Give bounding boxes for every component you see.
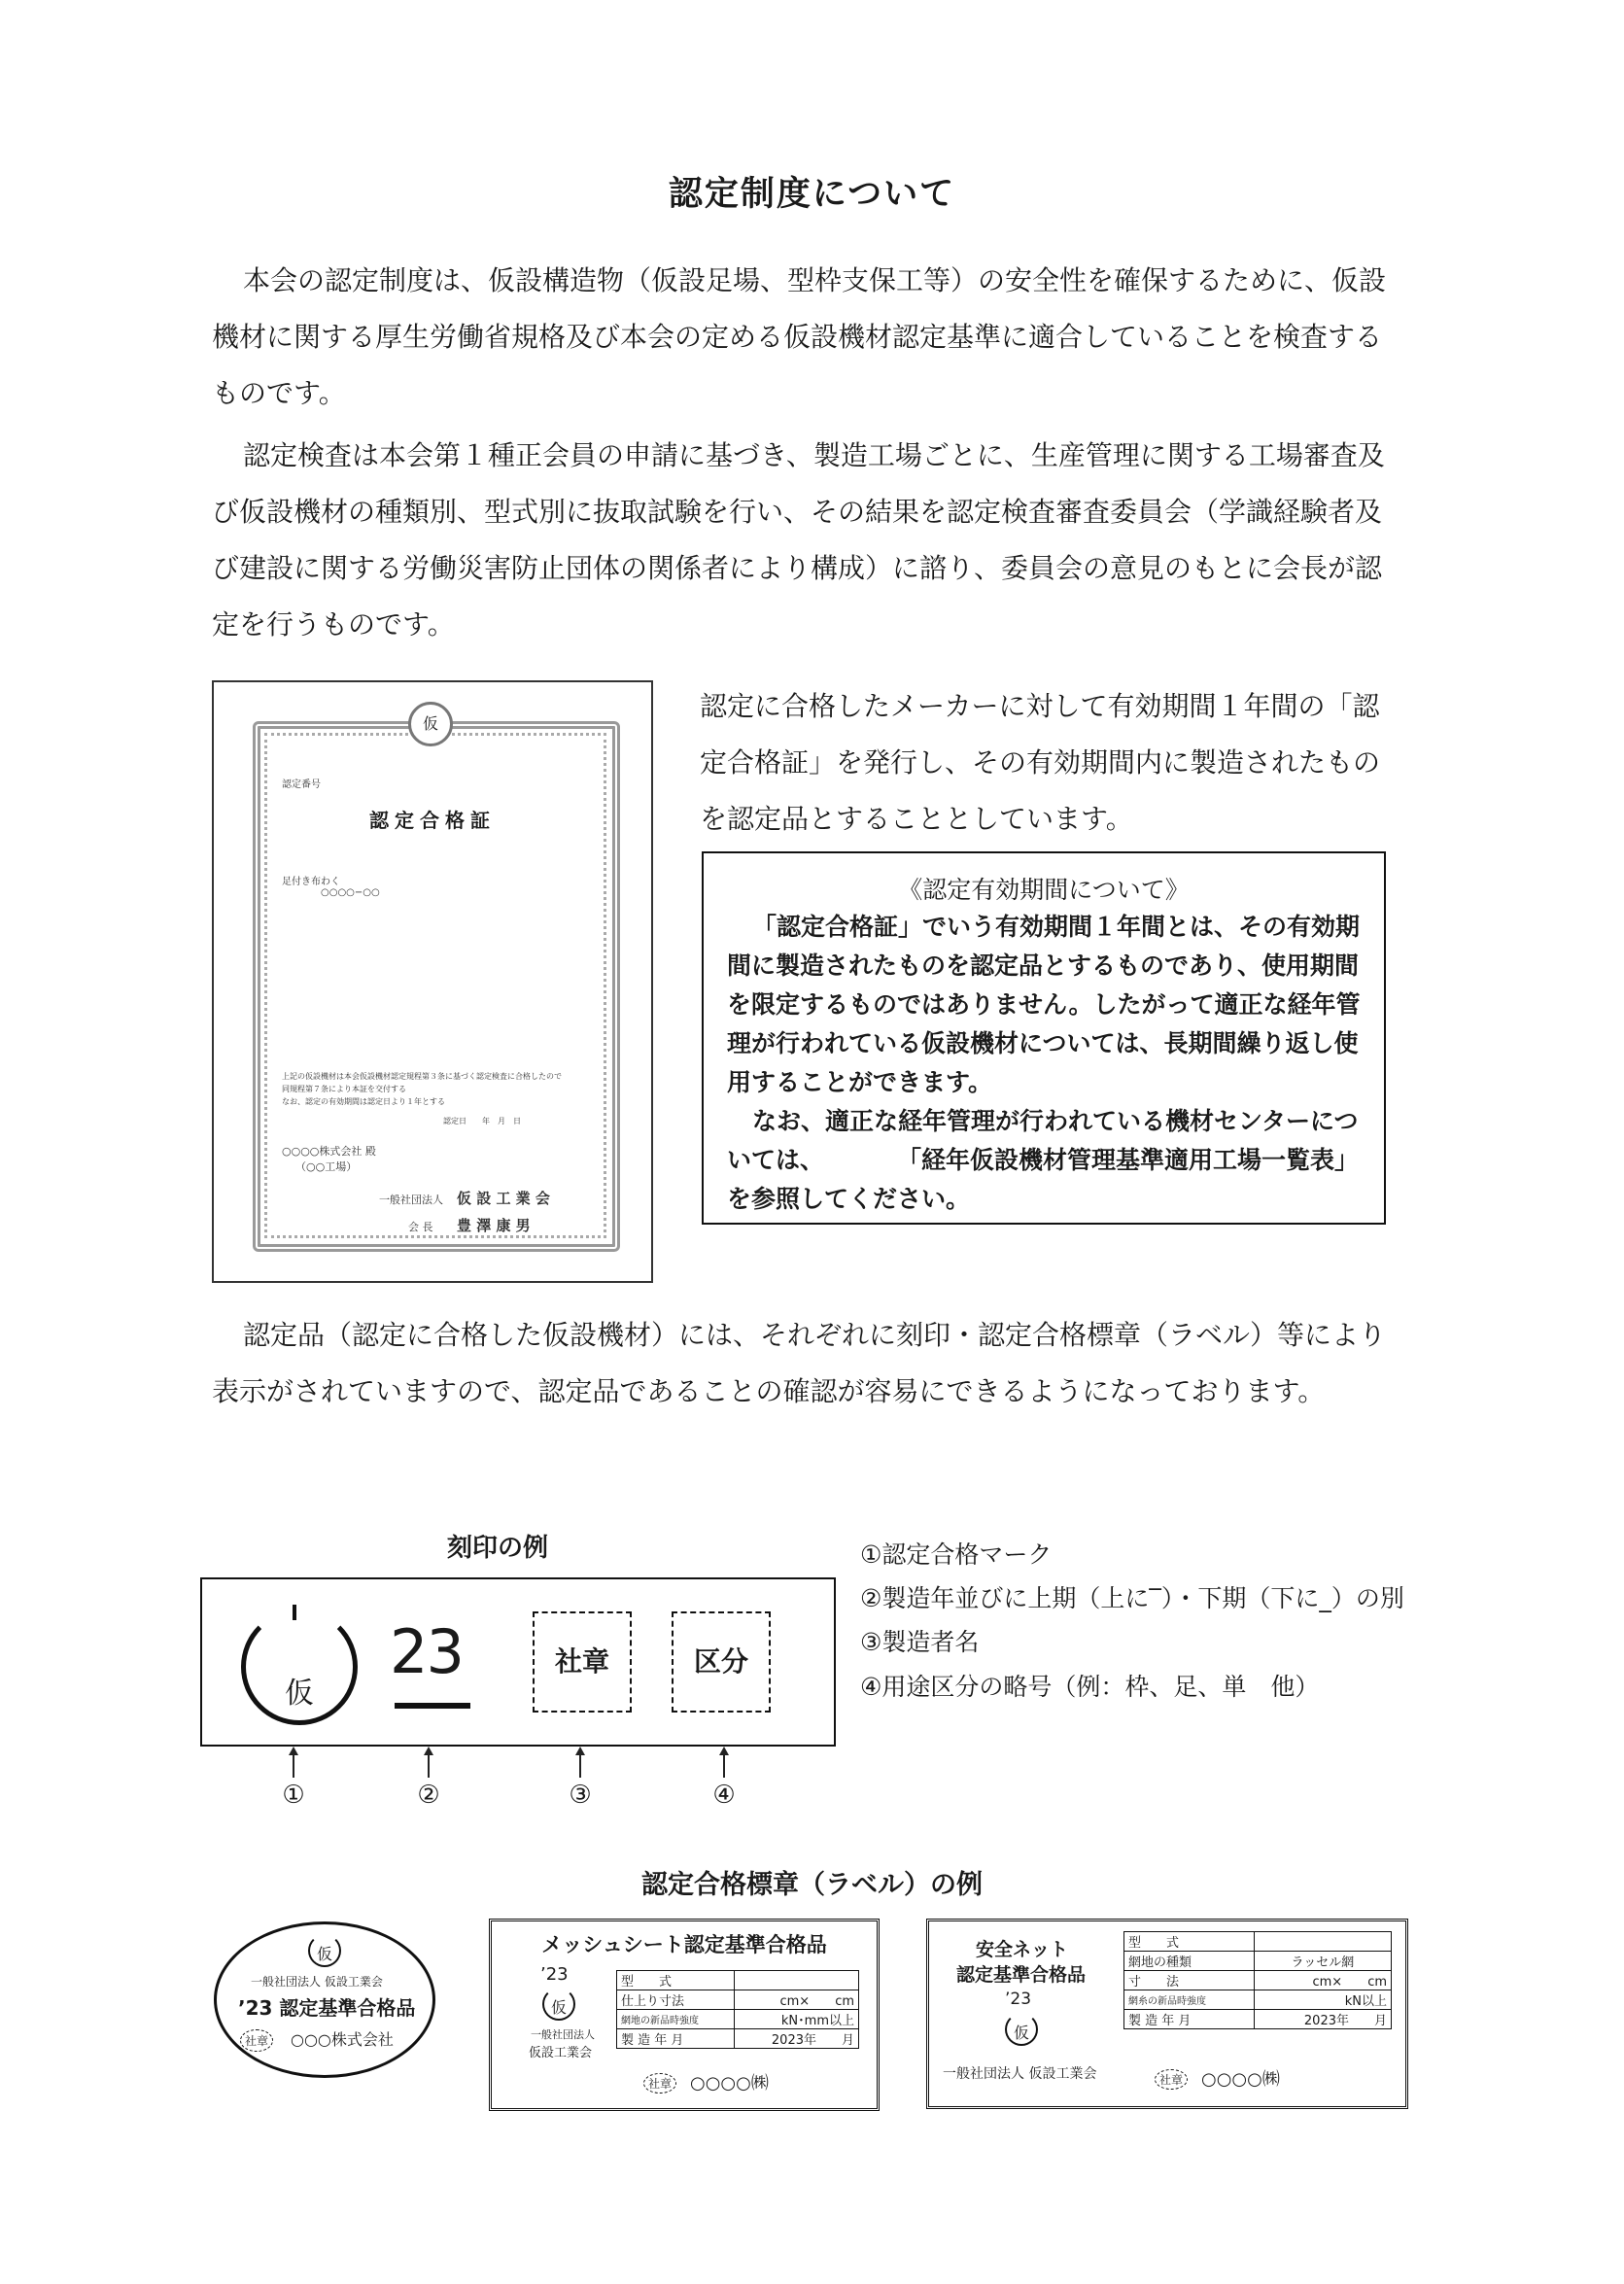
certificate-number-label: 認定番号 <box>282 779 321 790</box>
net-label-year: ’23 <box>1005 1990 1032 2009</box>
arrow-shaft <box>723 1752 725 1778</box>
stamping-use-class: 区分 <box>672 1611 771 1713</box>
validity-box-text: なお、適正な経年管理が行われている機材センターについては、 「経年仮設機材管理基準適用工場一覧表」を参照してください。 <box>727 1107 1360 1213</box>
mesh-row-key: 製 造 年 月 <box>617 2029 735 2049</box>
callout-number: ④ <box>712 1781 736 1810</box>
certificate-body: 上記の仮設機材は本会仮設機材認定規程第３条に基づく認定検査に合格したので <box>282 1072 562 1081</box>
legend-item: ③製造者名 <box>860 1628 980 1656</box>
certificate-company: ○○○○株式会社 殿 <box>282 1145 376 1158</box>
mesh-row-value: cm× cm <box>735 1990 859 2010</box>
page-title: 認定制度について <box>668 175 956 214</box>
net-row-value <box>1254 1932 1391 1952</box>
mesh-label-org: 仮設工業会 <box>529 2046 593 2060</box>
label-paragraph: 認定品（認定に合格した仮設機材）には、それぞれに刻印・認定合格標章（ラベル）等により表示がされていますので、認定品であることの確認が容易にできるようになっております。 <box>212 1319 1387 1407</box>
certification-mark-icon: 仮 <box>1005 2013 1038 2046</box>
certificate-image <box>212 680 653 1283</box>
callout-number: ③ <box>569 1781 592 1810</box>
net-label-company: ○○○○㈱ <box>1201 2069 1280 2090</box>
oval-label-company: ○○○株式会社 <box>291 2030 394 2049</box>
certification-mark-icon: 仮 <box>542 1988 575 2021</box>
oval-label-org: 一般社団法人 仮設工業会 <box>251 1975 383 1989</box>
intro-paragraph: 本会の認定制度は、仮設構造物（仮設足場、型枠支保工等）の安全性を確保するために、仮設機材に関する厚生労働省規格及び本会の定める仮設機材認定基準に適合していることを検査するものです。 <box>212 264 1387 409</box>
net-row-key: 製 造 年 月 <box>1124 2010 1255 2029</box>
mesh-sheet-label <box>489 1919 880 2111</box>
net-row-key: 寸 法 <box>1124 1971 1255 1990</box>
stamping-maker: 社章 <box>533 1611 632 1713</box>
certificate-item-code: ○○○○−○○ <box>321 887 380 898</box>
certification-mark-tick <box>293 1605 296 1620</box>
validity-box-title: 《認定有効期間について》 <box>898 876 1190 904</box>
net-label-title: 認定基準合格品 <box>956 1964 1087 1986</box>
mesh-label-title: メッシュシート認定基準合格品 <box>541 1933 827 1956</box>
net-row-key: 型 式 <box>1124 1932 1255 1952</box>
net-row-key: 網糸の新品時強度 <box>1124 1990 1255 2010</box>
net-row-value: ラッセル網 <box>1254 1952 1391 1971</box>
mesh-row-value <box>735 1971 859 1990</box>
validity-box-body <box>727 908 1368 1219</box>
certificate-issuer-org: 一般社団法人 <box>379 1194 443 1206</box>
oval-label-main: ’23 認定基準合格品 <box>238 1996 416 2020</box>
label-heading: 認定合格標章（ラベル）の例 <box>641 1870 983 1900</box>
certificate-president: 豊 澤 康 男 <box>457 1217 531 1234</box>
mesh-label-company: ○○○○㈱ <box>690 2073 769 2094</box>
mesh-row-key: 型 式 <box>617 1971 735 1990</box>
mesh-row-key: 仕上り寸法 <box>617 1990 735 2010</box>
certificate-crest: 仮 <box>408 702 453 746</box>
net-label-seal: 社章 <box>1155 2069 1188 2090</box>
mesh-label-table <box>616 1970 859 2049</box>
net-label-table <box>1123 1931 1392 2029</box>
stamping-year-bar <box>395 1703 470 1709</box>
certificate-date: 認定日 年 月 日 <box>443 1117 521 1125</box>
inspection-paragraph: 認定検査は本会第１種正会員の申請に基づき、製造工場ごとに、生産管理に関する工場審査及び仮設機材の種類別、型式別に抜取試験を行い、その結果を認定検査審査委員会（学識経験者及び建設に関する労働災害防止団体の関係者により構成）に諮り、委員会の意見のもとに会長が認定を行うものです。 <box>212 439 1385 640</box>
arrow-shaft <box>579 1752 581 1778</box>
net-row-key: 網地の種類 <box>1124 1952 1255 1971</box>
mesh-row-value: kN･mm以上 <box>735 2010 859 2029</box>
certification-mark-char: 仮 <box>285 1677 314 1711</box>
net-label-title: 安全ネット <box>976 1939 1069 1960</box>
validity-box-text: 「認定合格証」でいう有効期間１年間とは、その有効期間に製造されたものを認定品とするものであり、使用期間を限定するものではありません。したがって適正な経年管理が行われている仮設機材については、長期間繰り返し使用することができます。 <box>727 913 1361 1096</box>
oval-label-seal: 社章 <box>240 2029 273 2052</box>
arrow-shaft <box>428 1752 430 1778</box>
oval-label <box>214 1921 435 2078</box>
safety-net-label <box>926 1919 1408 2109</box>
certificate-body: 同規程第７条により本証を交付する <box>282 1085 406 1093</box>
certificate-president-label: 会 長 <box>408 1221 433 1233</box>
validity-box <box>702 851 1386 1225</box>
certificate-paragraph: 認定に合格したメーカーに対して有効期間１年間の「認定合格証」を発行し、その有効期間内に製造されたものを認定品とすることとしています。 <box>700 690 1381 835</box>
callout-number: ② <box>417 1781 440 1810</box>
certification-mark-icon: 仮 <box>308 1934 341 1967</box>
net-row-value: 2023年 月 <box>1254 2010 1391 2029</box>
stamping-example <box>200 1577 836 1747</box>
mesh-row-value: 2023年 月 <box>735 2029 859 2049</box>
legend-item: ①認定合格マーク <box>860 1540 1053 1569</box>
net-label-org: 一般社団法人 仮設工業会 <box>943 2066 1097 2082</box>
stamping-heading: 刻印の例 <box>447 1534 549 1563</box>
legend-item: ②製造年並びに上期（上に‾）・下期（下に_）の別 <box>860 1584 1404 1612</box>
certificate-item: 足付き布わく <box>282 877 340 887</box>
mesh-row-key: 網地の新品時強度 <box>617 2010 735 2029</box>
mesh-label-seal: 社章 <box>643 2073 676 2094</box>
callout-number: ① <box>282 1781 305 1810</box>
certificate-issuer: 仮 設 工 業 会 <box>457 1190 550 1207</box>
net-row-value: kN以上 <box>1254 1990 1391 2010</box>
certificate-factory: （○○工場） <box>295 1160 358 1173</box>
mesh-label-org: 一般社団法人 <box>531 2028 595 2041</box>
legend-item: ④用途区分の略号（例：枠、足、単 他） <box>860 1673 1320 1701</box>
certificate-body: なお、認定の有効期間は認定日より１年とする <box>282 1097 445 1106</box>
certificate-title: 認定合格証 <box>369 809 496 832</box>
net-row-value: cm× cm <box>1254 1971 1391 1990</box>
mesh-label-year: ’23 <box>540 1964 569 1985</box>
stamping-year: 23 <box>390 1616 463 1687</box>
arrow-shaft <box>293 1752 294 1778</box>
